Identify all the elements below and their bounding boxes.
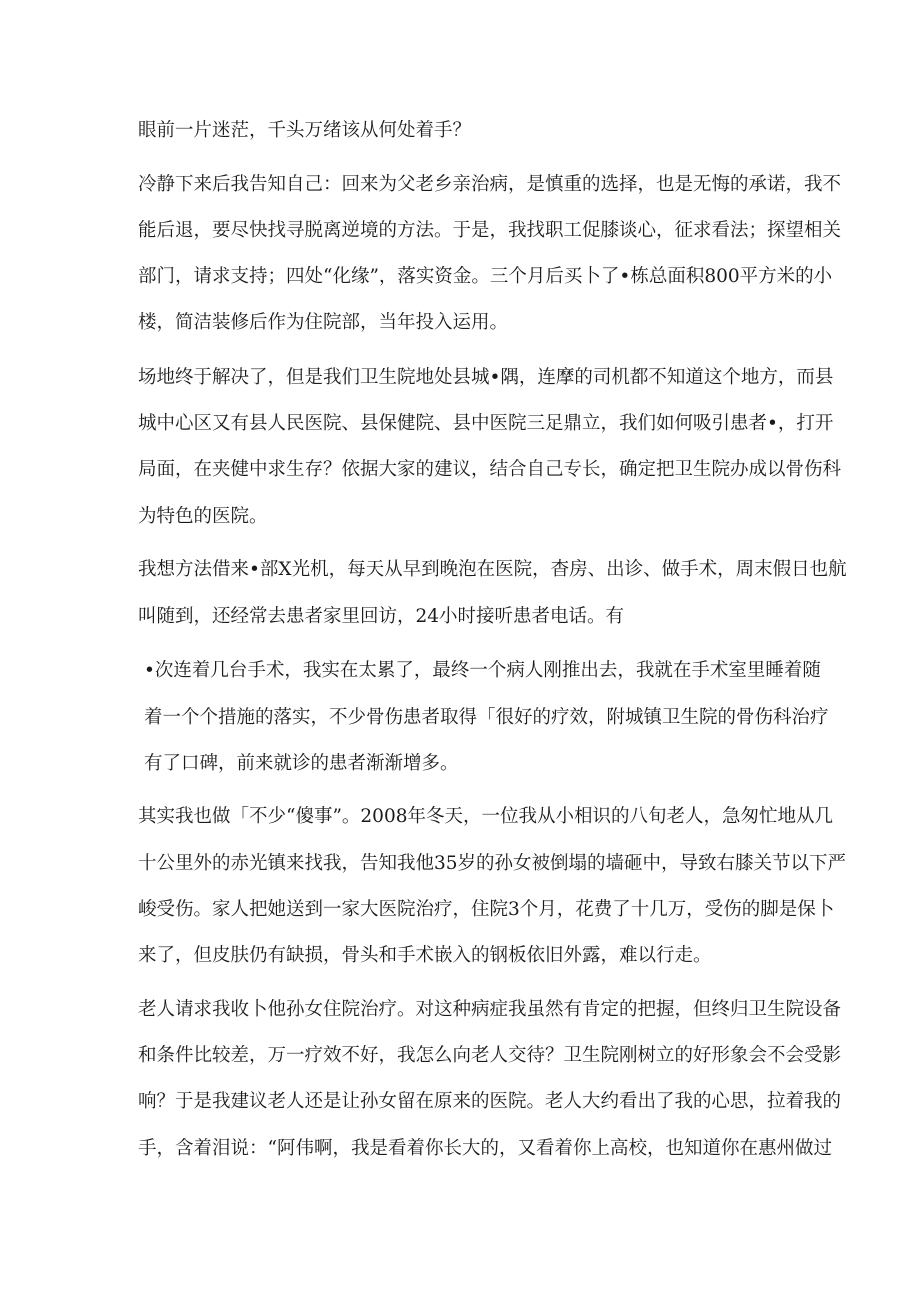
text-line: 能后退，要尽快找寻脱离逆境的方法。于是，我找职工促膝谈心，征求看法；探望相关: [138, 220, 842, 241]
text-line: 响？于是我建议老人还是让孙女留在原来的医院。老人大约看出了我的心思，拉着我的: [138, 1091, 842, 1112]
text-line: 着一个个措施的落实，不少骨伤患者取得「很好的疗效，附城镇卫生院的骨伤科治疗: [144, 707, 829, 728]
text-line: 峻受伤。家人把她送到一家大医院治疗，住院3个月，花费了十几万，受伤的脚是保卜: [138, 899, 835, 920]
text-line: 冷静下来后我告知自己：回来为父老乡亲治病，是慎重的选择，也是无悔的承诺，我不: [138, 174, 842, 195]
text-line: 城中心区又有县人民医院、县保健院、县中医院三足鼎立，我们如何吸引患者•，打开: [138, 413, 834, 434]
text-line: 有了口碑，前来就诊的患者渐渐增多。: [144, 753, 459, 774]
text-line: 为特色的医院。: [138, 506, 268, 527]
text-line: 局面，在夹健中求生存？依据大家的建议，结合自己专长，确定把卫生院办成以骨伤科: [138, 459, 842, 480]
text-line: 场地终于解决了，但是我们卫生院地处县城•隅，连摩的司机都不知道这个地方，而县: [138, 367, 834, 388]
text-line: 和条件比较差，万一疗效不好，我怎么向老人交待？卫生院刚树立的好形象会不会受影: [138, 1045, 842, 1066]
text-line: 眼前一片迷茫，千头万绪该从何处着手？: [138, 120, 472, 141]
text-line: 叫随到，还经常去患者家里回访，24小时接听患者电话。有: [138, 606, 625, 627]
text-line: 来了，但皮肤仍有缺损，骨头和手术嵌入的钢板依旧外露，难以行走。: [138, 945, 712, 966]
text-line: 十公里外的赤光镇来找我，告知我他35岁的孙女被倒塌的墙砸中，导致右膝关节以下严: [138, 853, 847, 874]
text-line: •次连着几台手术，我实在太累了，最终一个病人刚推出去，我就在手术室里睡着随: [144, 660, 821, 681]
text-line: 楼，简洁装修后作为住院部，当年投入运用。: [138, 312, 509, 333]
text-line: 老人请求我收卜他孙女住院治疗。对这种病症我虽然有肯定的把握，但终归卫生院设备: [138, 999, 842, 1020]
text-line: 部门，请求支持；四处“化缘”，落实资金。三个月后买卜了•栋总面积800平方米的小: [138, 266, 833, 287]
text-line: 其实我也做「不少“傻事”。2008年冬天，一位我从小相识的八旬老人，急匆忙地从几: [138, 806, 833, 827]
text-line: 手，含着泪说：“阿伟啊，我是看着你长大的，又看着你上高校，也知道你在惠州做过: [138, 1138, 832, 1159]
text-line: 我想方法借来•部X光机，每天从早到晚泡在医院，杳房、出诊、做手术，周末假日也航: [138, 559, 847, 580]
